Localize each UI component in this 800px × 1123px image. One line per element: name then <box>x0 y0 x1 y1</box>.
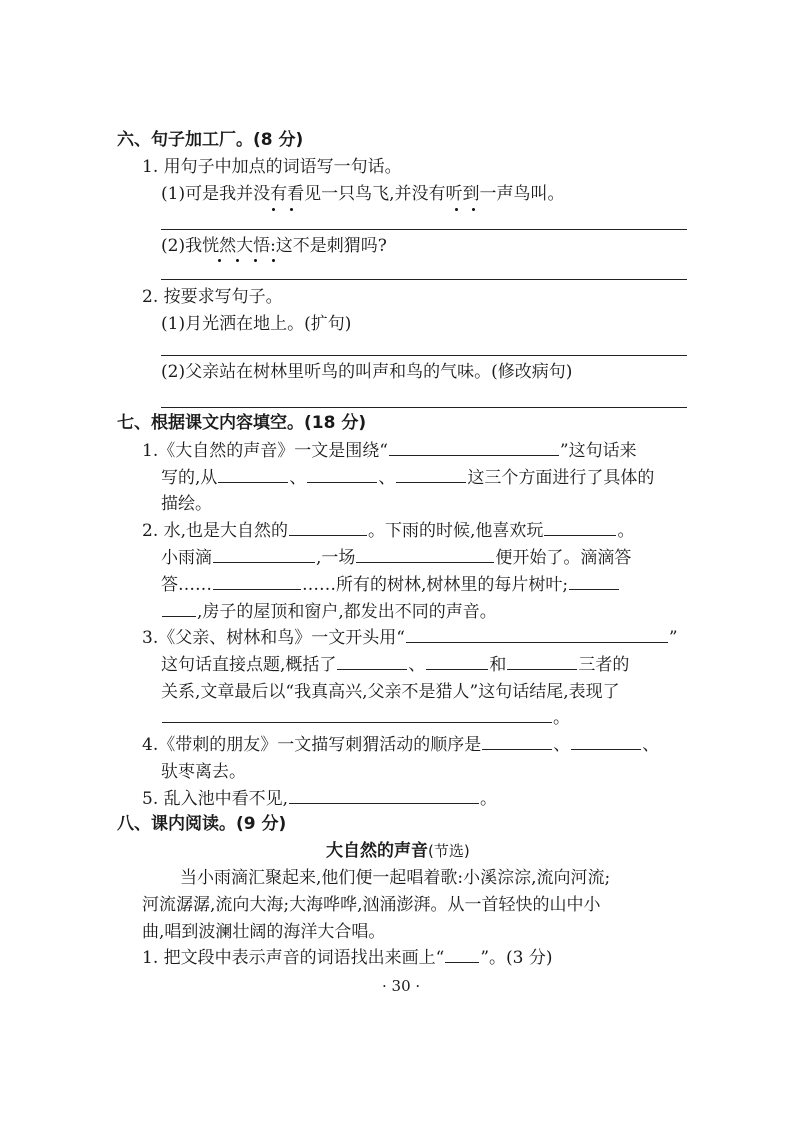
fill-blank[interactable] <box>544 520 616 536</box>
answer-line[interactable] <box>161 407 687 408</box>
section7-q3-line3: 关系,文章最后以“我真高兴,父亲不是猎人”这句话结尾,表现了 <box>161 682 620 702</box>
section6-heading: 六、句子加工厂。(8 分) <box>117 130 304 150</box>
section7-heading: 七、根据课文内容填空。(18 分) <box>117 413 367 433</box>
section7-q2-line3 <box>161 573 620 597</box>
section6-q1-sentence1: (1)可是我并没有看见一只鸟飞,并没有听到一声鸟叫。 <box>161 184 565 204</box>
text: ……所有的树林,树林里的每片树叶; <box>302 575 569 595</box>
section7-q5 <box>142 787 497 811</box>
text: ”。(3 分) <box>480 948 553 968</box>
text: ” <box>668 628 678 648</box>
emphasis-dot <box>272 259 275 262</box>
section6-q2-sentence1: (1)月光洒在地上。(扩句) <box>161 314 352 334</box>
emphasis-dot <box>218 259 221 262</box>
fill-blank[interactable] <box>162 707 552 723</box>
fill-blank[interactable] <box>289 520 367 536</box>
emphasis-dot <box>472 208 475 211</box>
text: ,一场 <box>316 548 356 568</box>
answer-line[interactable] <box>161 229 687 230</box>
section6-q2-prompt: 2. 按要求写句子。 <box>142 287 283 307</box>
fill-blank[interactable] <box>396 467 466 483</box>
emphasis-dot <box>455 208 458 211</box>
fill-blank[interactable] <box>356 547 494 563</box>
text: 这句话直接点题,概括了 <box>161 655 337 675</box>
passage-title-note: (节选) <box>428 842 470 860</box>
fill-blank[interactable] <box>337 654 407 670</box>
section7-q2-line4 <box>161 600 497 624</box>
text: ,房子的屋顶和窗户,都发出不同的声音。 <box>197 602 497 622</box>
fill-blank[interactable] <box>507 654 577 670</box>
section7-q3-line1 <box>142 626 678 650</box>
fill-blank[interactable] <box>213 574 301 590</box>
emphasis-dot <box>290 208 293 211</box>
section7-q1-line3: 描绘。 <box>161 494 212 514</box>
section8-heading: 八、课内阅读。(9 分) <box>117 814 287 834</box>
text: ”这句话来 <box>559 441 637 461</box>
passage-line: 当小雨滴汇聚起来,他们便一起唱着歌:小溪淙淙,流向河流; <box>180 868 611 888</box>
text: 、 <box>408 655 426 675</box>
fill-blank[interactable] <box>213 547 315 563</box>
section6-q2-sentence2: (2)父亲站在树林里听鸟的叫声和鸟的气味。(修改病句) <box>161 362 573 382</box>
text: 。 <box>617 521 635 541</box>
text: 3.《父亲、树林和鸟》一文开头用“ <box>142 628 405 648</box>
text: 。 <box>480 789 498 809</box>
passage-line: 河流潺潺,流向大海;大海哗哗,汹涌澎湃。从一首轻快的山中小 <box>142 895 601 915</box>
text: 写的,从 <box>161 468 218 488</box>
fill-blank[interactable] <box>406 627 668 643</box>
fill-blank[interactable] <box>307 467 377 483</box>
fill-blank[interactable] <box>389 440 559 456</box>
text: 4.《带刺的朋友》一文描写刺猬活动的顺序是 <box>142 735 482 755</box>
text: 便开始了。滴滴答 <box>495 548 632 568</box>
text: 1. 把文段中表示声音的词语找出来画上“ <box>142 948 445 968</box>
fill-blank[interactable] <box>162 601 196 617</box>
section7-q4-line2: 驮枣离去。 <box>161 762 246 782</box>
section6-q1-prompt: 1. 用句子中加点的词语写一句话。 <box>142 157 402 177</box>
text: 和 <box>489 655 507 675</box>
text: 5. 乱入池中看不见, <box>142 789 289 809</box>
page-number: · 30 · <box>382 977 421 995</box>
fill-blank[interactable] <box>426 654 488 670</box>
text: 。 <box>553 708 570 728</box>
section7-q1-line2 <box>161 466 654 490</box>
text: 、 <box>378 468 396 488</box>
text: 这三个方面进行了具体的 <box>467 468 655 488</box>
text: 2. 水,也是大自然的 <box>142 521 289 541</box>
text: 三者的 <box>578 655 630 675</box>
emphasis-dot <box>254 259 257 262</box>
emphasis-dot <box>236 259 239 262</box>
section7-q2-line2 <box>161 546 631 570</box>
passage-title-text: 大自然的声音 <box>326 841 428 861</box>
text: 、 <box>642 735 660 755</box>
section7-q3-line4 <box>161 706 570 730</box>
text: 。下雨的时候,他喜欢玩 <box>368 521 544 541</box>
section8-q1 <box>142 946 553 970</box>
answer-line[interactable] <box>161 355 687 356</box>
passage-line: 曲,唱到波澜壮阔的海洋大合唱。 <box>142 922 386 942</box>
fill-blank[interactable] <box>445 947 479 963</box>
answer-line[interactable] <box>161 279 687 280</box>
section6-q1-sentence2: (2)我恍然大悟:这不是刺猬吗? <box>161 236 387 256</box>
section7-q2-line1 <box>142 519 634 543</box>
text: 答…… <box>161 575 212 595</box>
text: 1.《大自然的声音》一文是围绕“ <box>142 441 388 461</box>
passage-title <box>326 839 470 863</box>
section7-q3-line2 <box>161 653 629 677</box>
section7-q4-line1 <box>142 733 659 757</box>
fill-blank[interactable] <box>218 467 288 483</box>
text: 小雨滴 <box>161 548 212 568</box>
fill-blank[interactable] <box>571 734 641 750</box>
fill-blank[interactable] <box>289 788 479 804</box>
fill-blank[interactable] <box>482 734 552 750</box>
text: 、 <box>289 468 307 488</box>
emphasis-dot <box>272 208 275 211</box>
fill-blank[interactable] <box>569 574 619 590</box>
section7-q1-line1 <box>142 439 637 463</box>
text: 、 <box>553 735 571 755</box>
